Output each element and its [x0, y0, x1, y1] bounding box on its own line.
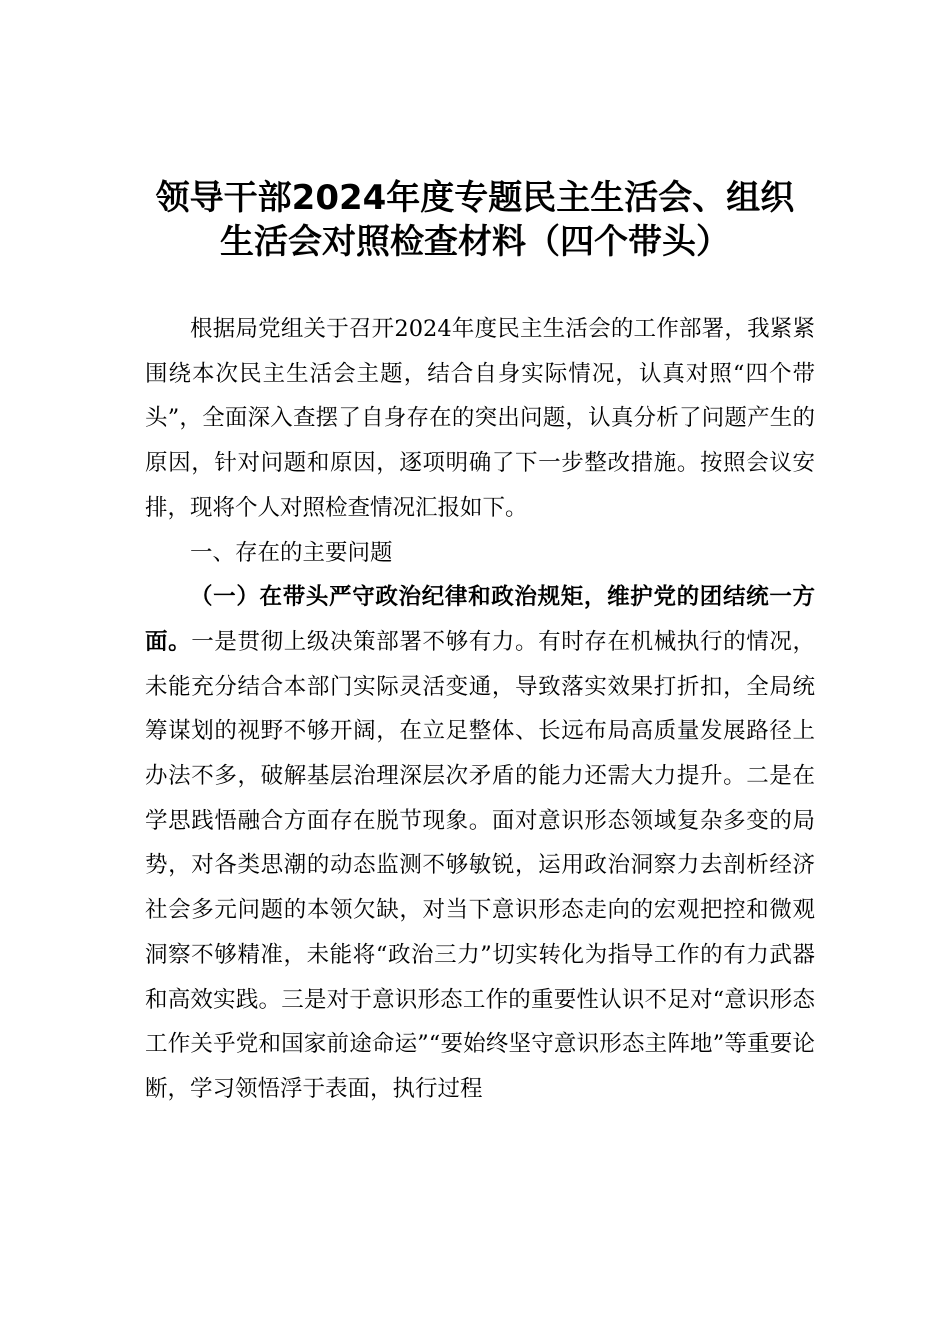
subsection-paragraph [145, 575, 815, 1111]
subsection-heading: （一）在带头严守政治纪律和政治规矩，维护党的团结统一方面。 [145, 584, 815, 655]
section-heading: 一、存在的主要问题 [190, 539, 393, 566]
document-title-line-2: 生活会对照检查材料（四个带头） [220, 222, 730, 262]
document-body [145, 307, 815, 1112]
subsection-body: 一是贯彻上级决策部署不够有力。有时存在机械执行的情况，未能充分结合本部门实际灵活变通，导致落实效果打折扣，全局统筹谋划的视野不够开阔，在立足整体、长远布局高质量发展路径上办法不多，破解基层治理深层次矛盾的能力还需大力提升。二是在学思践悟融合方面存在脱节现象。面对意识形态领域复杂多变的局势，对各类思潮的动态监测不够敏锐，运用政治洞察力去剖析经济社会多元问题的本领欠缺，对当下意识形态走向的宏观把控和微观洞察不够精准，未能将“政治三力”切实转化为指导工作的有力武器和高效实践。三是对于意识形态工作的重要性认识不足对“意识形态工作关乎党和国家前途命运”“要始终坚守意识形态主阵地”等重要论断，学习领悟浮于表面，执行过程 [145, 628, 815, 1102]
document-title-line-1: 领导干部2024年度专题民主生活会、组织 [155, 178, 795, 218]
intro-paragraph: 根据局党组关于召开2024年度民主生活会的工作部署，我紧紧围绕本次民主生活会主题，结合自身实际情况，认真对照“四个带头”，全面深入查摆了自身存在的突出问题，认真分析了问题产生的原因，针对问题和原因，逐项明确了下一步整改措施。按照会议安排，现将个人对照检查情况汇报如下。 [145, 316, 815, 521]
